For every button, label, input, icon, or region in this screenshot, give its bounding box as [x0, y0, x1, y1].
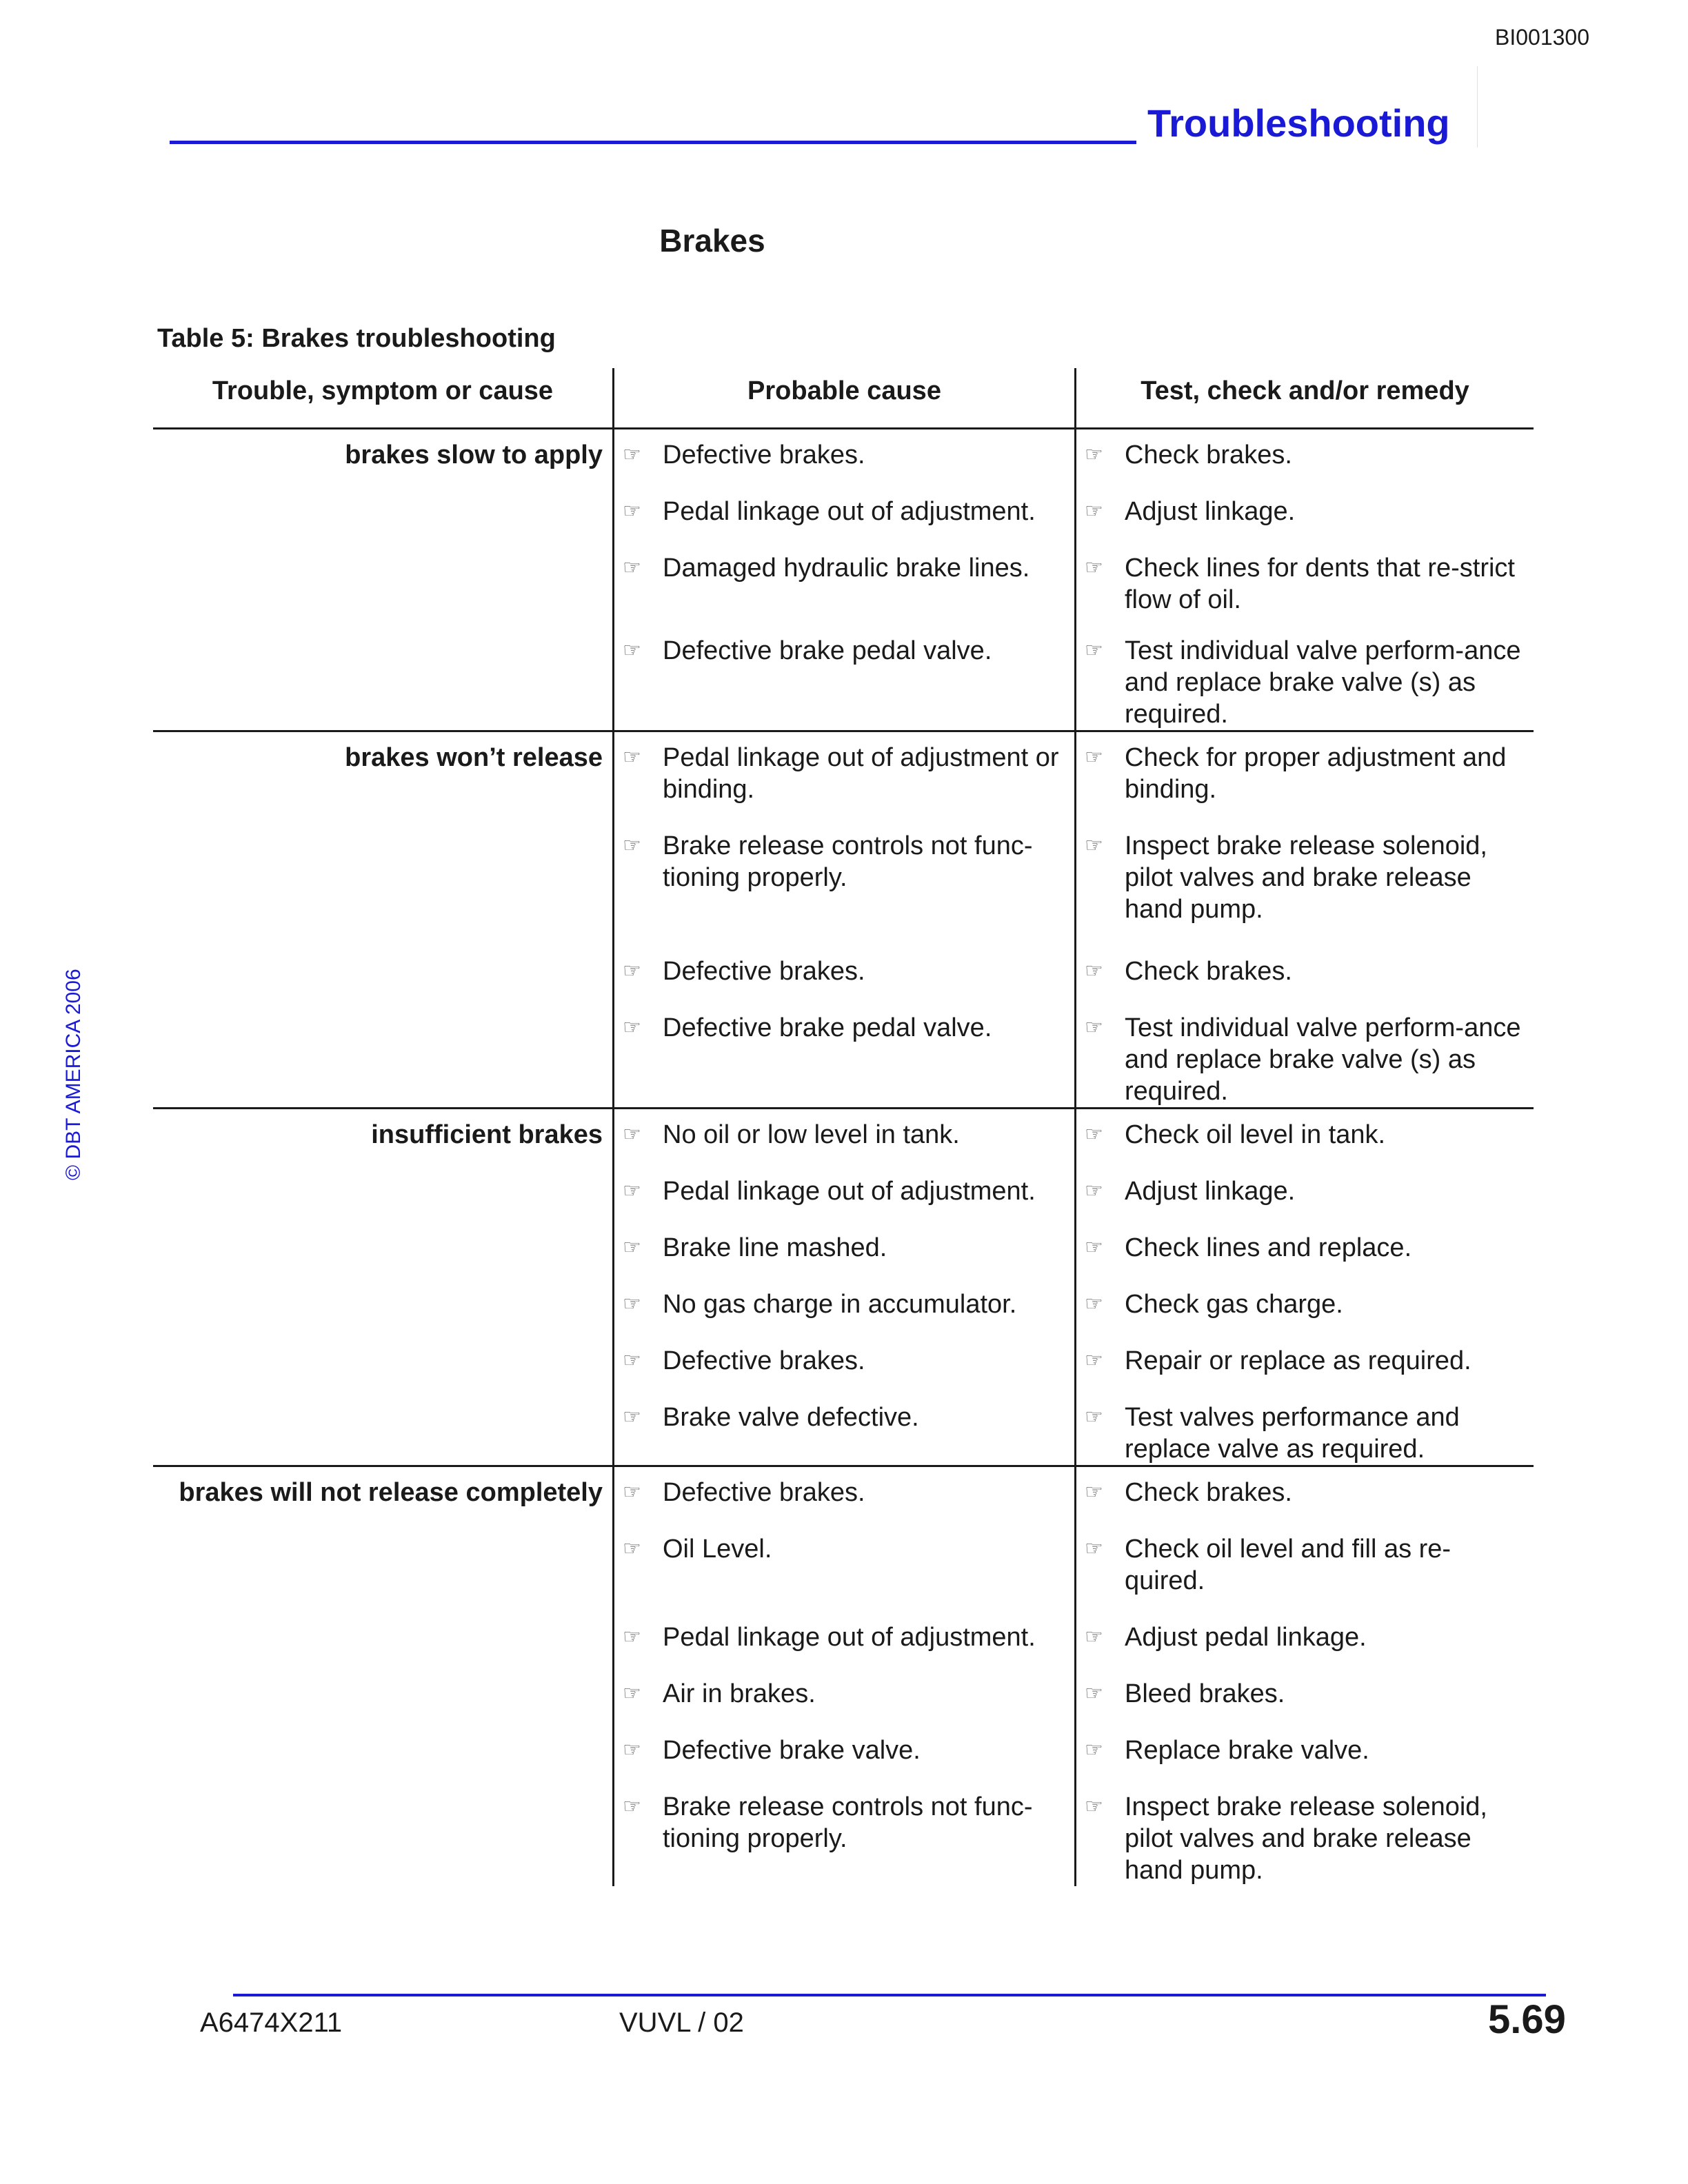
probable-cause-cell: [612, 1668, 1074, 1725]
remedy-cell: [1074, 1612, 1534, 1668]
pointing-hand-icon: ☞: [623, 1795, 641, 1818]
probable-cause-text: Defective brake pedal valve.: [663, 636, 992, 665]
probable-cause-text: Brake line mashed.: [663, 1233, 887, 1262]
probable-cause-cell: [612, 1392, 1074, 1465]
pointing-hand-icon: ☞: [1085, 960, 1103, 982]
pointing-hand-icon: ☞: [1085, 746, 1103, 769]
remedy-cell: [1074, 1467, 1534, 1524]
table-header: [153, 368, 1534, 429]
header-divider: [1477, 66, 1478, 148]
table-row: [612, 1392, 1534, 1465]
pointing-hand-icon: ☞: [623, 1349, 641, 1372]
remedy-text: Inspect brake release solenoid, pilot valves and brake release hand pump.: [1125, 831, 1487, 924]
remedy-text: Inspect brake release solenoid, pilot valves and brake release hand pump.: [1125, 1792, 1487, 1885]
pointing-hand-icon: ☞: [1085, 834, 1103, 857]
remedy-text: Check oil level and fill as re-quired.: [1125, 1535, 1451, 1595]
document-id: BI001300: [1495, 25, 1590, 50]
remedy-text: Repair or replace as required.: [1125, 1346, 1471, 1375]
table-row: [612, 486, 1534, 543]
probable-cause-text: Pedal linkage out of adjustment or binding.: [663, 743, 1059, 804]
probable-cause-cell: [612, 1612, 1074, 1668]
table-row: [612, 946, 1534, 1002]
probable-cause-text: Brake release controls not func-tioning properly.: [663, 831, 1033, 892]
pointing-hand-icon: ☞: [623, 1739, 641, 1761]
pointing-hand-icon: ☞: [1085, 1682, 1103, 1705]
table-group: [153, 1109, 1534, 1467]
remedy-text: Check oil level in tank.: [1125, 1120, 1386, 1149]
pointing-hand-icon: ☞: [623, 1236, 641, 1259]
probable-cause-cell: [612, 486, 1074, 543]
probable-cause-text: Defective brakes.: [663, 1478, 865, 1507]
remedy-text: Test individual valve perform-ance and replace brake valve (s) as required.: [1125, 636, 1521, 729]
table-row: [612, 1335, 1534, 1392]
pointing-hand-icon: ☞: [1085, 1795, 1103, 1818]
remedy-cell: [1074, 486, 1534, 543]
trouble-symptom: brakes won’t release: [345, 743, 603, 772]
remedy-text: Bleed brakes.: [1125, 1679, 1285, 1708]
group-rows: [612, 1467, 1534, 1886]
page-number: 5.69: [1488, 1997, 1566, 2042]
pointing-hand-icon: ☞: [623, 556, 641, 579]
probable-cause-text: Air in brakes.: [663, 1679, 816, 1708]
table-row: [612, 1467, 1534, 1524]
probable-cause-text: Pedal linkage out of adjustment.: [663, 1177, 1036, 1206]
pointing-hand-icon: ☞: [623, 1626, 641, 1648]
probable-cause-text: Pedal linkage out of adjustment.: [663, 1623, 1036, 1652]
pointing-hand-icon: ☞: [623, 500, 641, 523]
remedy-cell: [1074, 1222, 1534, 1279]
remedy-cell: [1074, 1524, 1534, 1612]
column-header-trouble: Trouble, symptom or cause: [212, 376, 554, 405]
pointing-hand-icon: ☞: [1085, 1180, 1103, 1202]
pointing-hand-icon: ☞: [1085, 1016, 1103, 1039]
remedy-cell: [1074, 946, 1534, 1002]
table-row: [612, 1781, 1534, 1886]
pointing-hand-icon: ☞: [1085, 1123, 1103, 1146]
pointing-hand-icon: ☞: [1085, 1481, 1103, 1504]
probable-cause-text: Defective brakes.: [663, 1346, 865, 1375]
probable-cause-cell: [612, 1725, 1074, 1781]
pointing-hand-icon: ☞: [623, 639, 641, 662]
table-row: [612, 543, 1534, 625]
probable-cause-cell: [612, 625, 1074, 730]
remedy-cell: [1074, 1335, 1534, 1392]
probable-cause-cell: [612, 946, 1074, 1002]
group-rows: [612, 732, 1534, 1107]
table-group: [153, 732, 1534, 1109]
pointing-hand-icon: ☞: [623, 1537, 641, 1560]
table-group: [153, 429, 1534, 732]
pointing-hand-icon: ☞: [1085, 639, 1103, 662]
remedy-cell: [1074, 429, 1534, 486]
footer-revision: VUVL / 02: [619, 2008, 744, 2038]
remedy-cell: [1074, 732, 1534, 820]
remedy-cell: [1074, 1668, 1534, 1725]
probable-cause-cell: [612, 1222, 1074, 1279]
remedy-text: Replace brake valve.: [1125, 1736, 1369, 1765]
probable-cause-text: Defective brake valve.: [663, 1736, 921, 1765]
group-rows: [612, 1109, 1534, 1465]
remedy-text: Adjust linkage.: [1125, 1177, 1296, 1206]
table-row: [612, 1725, 1534, 1781]
remedy-cell: [1074, 1725, 1534, 1781]
remedy-cell: [1074, 625, 1534, 730]
pointing-hand-icon: ☞: [623, 1406, 641, 1428]
pointing-hand-icon: ☞: [623, 1481, 641, 1504]
probable-cause-cell: [612, 1524, 1074, 1612]
pointing-hand-icon: ☞: [623, 834, 641, 857]
trouble-symptom: insufficient brakes: [371, 1120, 603, 1149]
pointing-hand-icon: ☞: [623, 1293, 641, 1315]
pointing-hand-icon: ☞: [1085, 1293, 1103, 1315]
pointing-hand-icon: ☞: [623, 1123, 641, 1146]
remedy-text: Check brakes.: [1125, 1478, 1292, 1507]
table-row: [612, 1222, 1534, 1279]
column-header-remedy: Test, check and/or remedy: [1074, 368, 1534, 427]
table-row: [612, 1279, 1534, 1335]
remedy-text: Check brakes.: [1125, 957, 1292, 986]
probable-cause-cell: [612, 1467, 1074, 1524]
remedy-text: Check gas charge.: [1125, 1290, 1343, 1319]
pointing-hand-icon: ☞: [1085, 1406, 1103, 1428]
table-body: [153, 429, 1534, 1886]
remedy-text: Adjust pedal linkage.: [1125, 1623, 1367, 1652]
table-group: [153, 1467, 1534, 1886]
header-rule: [170, 141, 1136, 144]
pointing-hand-icon: ☞: [1085, 443, 1103, 466]
copyright-notice: © DBT AMERICA 2006: [62, 969, 85, 1180]
pointing-hand-icon: ☞: [623, 1016, 641, 1039]
table-row: [612, 820, 1534, 946]
remedy-text: Test valves performance and replace valve as required.: [1125, 1403, 1460, 1464]
probable-cause-cell: [612, 1002, 1074, 1107]
probable-cause-text: Brake valve defective.: [663, 1403, 919, 1432]
probable-cause-text: Oil Level.: [663, 1535, 772, 1564]
pointing-hand-icon: ☞: [1085, 500, 1103, 523]
table-row: [612, 429, 1534, 486]
probable-cause-cell: [612, 1279, 1074, 1335]
probable-cause-text: Defective brakes.: [663, 441, 865, 469]
column-header-probable-cause: Probable cause: [612, 368, 1074, 427]
pointing-hand-icon: ☞: [1085, 1236, 1103, 1259]
table-row: [612, 1002, 1534, 1107]
trouble-symptom: brakes will not release completely: [179, 1478, 603, 1507]
remedy-text: Test individual valve perform-ance and replace brake valve (s) as required.: [1125, 1013, 1521, 1106]
probable-cause-cell: [612, 429, 1074, 486]
remedy-text: Check brakes.: [1125, 441, 1292, 469]
footer-rule: [233, 1994, 1546, 1996]
remedy-cell: [1074, 1002, 1534, 1107]
table-row: [612, 1668, 1534, 1725]
pointing-hand-icon: ☞: [623, 746, 641, 769]
pointing-hand-icon: ☞: [623, 1682, 641, 1705]
table-row: [612, 1109, 1534, 1166]
pointing-hand-icon: ☞: [1085, 1537, 1103, 1560]
section-title: Troubleshooting: [1147, 101, 1450, 145]
remedy-cell: [1074, 1166, 1534, 1222]
pointing-hand-icon: ☞: [1085, 556, 1103, 579]
probable-cause-cell: [612, 1109, 1074, 1166]
remedy-cell: [1074, 1279, 1534, 1335]
probable-cause-text: No oil or low level in tank.: [663, 1120, 960, 1149]
probable-cause-text: Damaged hydraulic brake lines.: [663, 554, 1030, 583]
pointing-hand-icon: ☞: [1085, 1626, 1103, 1648]
group-rows: [612, 429, 1534, 730]
remedy-cell: [1074, 1109, 1534, 1166]
table-row: [612, 1524, 1534, 1612]
table-caption: Table 5: Brakes troubleshooting: [157, 324, 556, 353]
remedy-cell: [1074, 1781, 1534, 1886]
probable-cause-cell: [612, 1166, 1074, 1222]
probable-cause-cell: [612, 820, 1074, 946]
page-heading: Brakes: [659, 223, 765, 259]
remedy-cell: [1074, 820, 1534, 946]
pointing-hand-icon: ☞: [623, 443, 641, 466]
trouble-symptom: brakes slow to apply: [345, 441, 603, 469]
remedy-text: Check for proper adjustment and binding.: [1125, 743, 1507, 804]
table-row: [612, 732, 1534, 820]
footer-doc-number: A6474X211: [200, 2008, 343, 2038]
probable-cause-cell: [612, 1335, 1074, 1392]
probable-cause-text: Brake release controls not func-tioning properly.: [663, 1792, 1033, 1853]
pointing-hand-icon: ☞: [1085, 1739, 1103, 1761]
probable-cause-text: Pedal linkage out of adjustment.: [663, 497, 1036, 526]
probable-cause-cell: [612, 543, 1074, 625]
probable-cause-text: No gas charge in accumulator.: [663, 1290, 1017, 1319]
remedy-text: Check lines and replace.: [1125, 1233, 1412, 1262]
remedy-cell: [1074, 1392, 1534, 1465]
remedy-cell: [1074, 543, 1534, 625]
probable-cause-cell: [612, 732, 1074, 820]
table-row: [612, 1166, 1534, 1222]
pointing-hand-icon: ☞: [1085, 1349, 1103, 1372]
remedy-text: Check lines for dents that re-strict flow of oil.: [1125, 554, 1515, 614]
troubleshooting-table: [153, 368, 1534, 1886]
probable-cause-cell: [612, 1781, 1074, 1886]
pointing-hand-icon: ☞: [623, 960, 641, 982]
probable-cause-text: Defective brakes.: [663, 957, 865, 986]
remedy-text: Adjust linkage.: [1125, 497, 1296, 526]
pointing-hand-icon: ☞: [623, 1180, 641, 1202]
probable-cause-text: Defective brake pedal valve.: [663, 1013, 992, 1042]
table-row: [612, 625, 1534, 730]
table-row: [612, 1612, 1534, 1668]
